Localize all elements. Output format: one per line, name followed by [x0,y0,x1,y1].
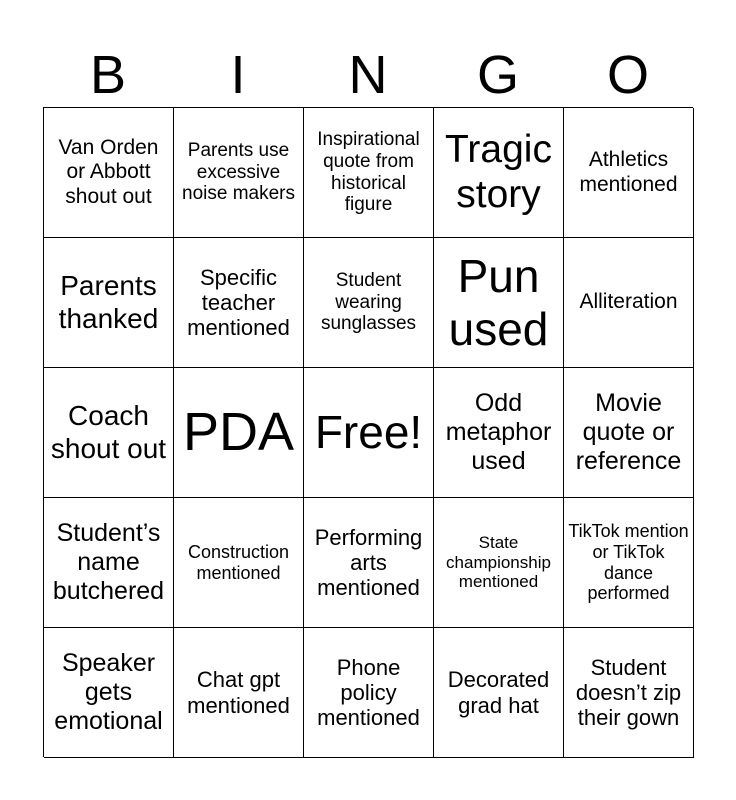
bingo-cell[interactable] [434,498,564,628]
bingo-cell[interactable] [564,628,694,758]
bingo-cell[interactable] [564,238,694,368]
bingo-cell[interactable] [44,628,174,758]
bingo-cell[interactable] [564,108,694,238]
bingo-cell[interactable] [434,628,564,758]
cell-label: Construction mentioned [187,541,290,583]
bingo-cell[interactable] [434,238,564,368]
bingo-cell[interactable] [44,238,174,368]
bingo-board [43,107,693,757]
bingo-cell[interactable] [564,498,694,628]
cell-label: Student’s name butchered [52,519,165,605]
bingo-cell[interactable] [174,108,304,238]
free-space[interactable] [304,368,434,498]
cell-label: Parents use excessive noise makers [182,139,295,205]
bingo-cell[interactable] [44,108,174,238]
cell-label: State championship mentioned [446,533,551,592]
cell-label: Student wearing sunglasses [320,269,417,335]
cell-label: Parents thanked [58,270,159,334]
bingo-cell[interactable] [304,628,434,758]
cell-label: Movie quote or reference [575,389,682,475]
cell-label: Speaker gets emotional [54,649,163,735]
cell-label: Tragic story [445,127,552,216]
cell-label: Phone policy mentioned [317,654,420,731]
header-letter-n: N [348,45,388,105]
cell-label: Performing arts mentioned [314,524,423,601]
cell-label: Alliteration [579,290,678,314]
bingo-cell[interactable] [564,368,694,498]
cell-label: Pun used [448,249,549,355]
cell-label: TikTok mention or TikTok dance performed [568,521,689,604]
cell-label: Athletics mentioned [579,148,678,196]
bingo-header [43,42,693,108]
bingo-cell[interactable] [44,498,174,628]
header-letter-g: G [476,45,519,105]
bingo-cell[interactable] [174,498,304,628]
cell-label: Student doesn’t zip their gown [575,654,682,731]
bingo-cell[interactable] [44,368,174,498]
cell-label: Van Orden or Abbott shout out [58,136,159,208]
cell-label: PDA [182,402,295,463]
bingo-cell[interactable] [434,368,564,498]
cell-label: Specific teacher mentioned [187,264,290,341]
cell-label: Free! [314,406,423,459]
bingo-cell[interactable] [304,108,434,238]
header-letter-b: B [89,45,127,105]
cell-label: Inspirational quote from historical figure [317,128,420,216]
cell-label: Odd metaphor used [445,389,552,475]
bingo-cell[interactable] [434,108,564,238]
bingo-cell[interactable] [174,368,304,498]
bingo-cell[interactable] [174,238,304,368]
bingo-cell[interactable] [304,498,434,628]
header-letter-i: I [230,45,246,105]
bingo-cell[interactable] [174,628,304,758]
bingo-cell[interactable] [304,238,434,368]
header-letter-o: O [606,45,649,105]
cell-label: Chat gpt mentioned [187,667,290,718]
cell-label: Decorated grad hat [447,667,550,718]
cell-label: Coach shout out [50,400,167,464]
